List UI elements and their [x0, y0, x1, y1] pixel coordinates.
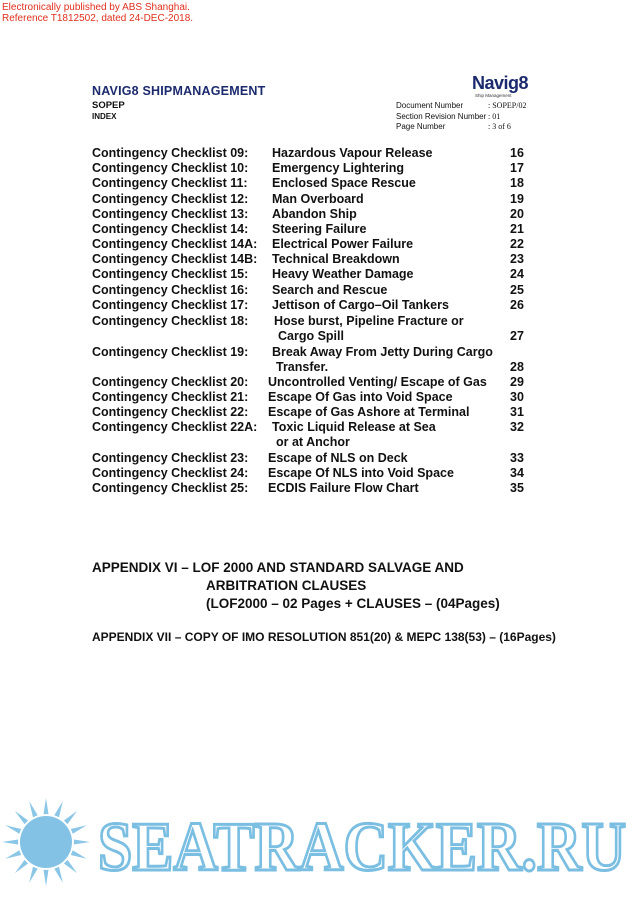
toc-title: Electrical Power Failure — [272, 237, 414, 251]
toc-title-continued: Transfer. — [276, 360, 329, 374]
toc-page-number: 18 — [510, 176, 524, 190]
toc-title: Escape Of Gas into Void Space — [268, 390, 453, 404]
sun-ray — [71, 825, 87, 834]
toc-label: Contingency Checklist 14: — [92, 222, 249, 236]
appendix-6-line2: ARBITRATION CLAUSES — [206, 578, 367, 593]
toc-page-number: 19 — [510, 192, 524, 206]
toc-page-number: 29 — [510, 375, 524, 389]
toc-label: Contingency Checklist 13: — [92, 207, 249, 221]
toc-page-number: 20 — [510, 207, 524, 221]
toc-page-number: 24 — [510, 267, 524, 281]
toc-page-number: 28 — [510, 360, 524, 374]
sun-ray — [64, 811, 77, 824]
toc-page-number: 32 — [510, 420, 524, 434]
toc-title: Man Overboard — [272, 192, 364, 206]
toc-label: Contingency Checklist 14A: — [92, 237, 258, 251]
sun-ray — [54, 867, 63, 883]
appendix-6 — [92, 559, 500, 611]
navig8-logo — [472, 73, 532, 99]
meta-revision-number: Section Revision Number : 01 — [396, 112, 501, 121]
sun-ray — [64, 860, 77, 873]
sun-ray — [74, 840, 90, 845]
toc-title: Break Away From Jetty During Cargo — [272, 345, 493, 359]
toc-label: Contingency Checklist 18: — [92, 314, 249, 328]
logo-subtitle: Ship Management — [475, 93, 512, 98]
toc-page-number: 21 — [510, 222, 524, 236]
sun-ray — [5, 825, 21, 834]
toc-title: Escape Of NLS into Void Space — [268, 466, 454, 480]
toc-title: Escape of NLS on Deck — [268, 451, 408, 465]
sun-ray — [71, 850, 87, 859]
toc-label: Contingency Checklist 15: — [92, 267, 249, 281]
toc-page-number: 17 — [510, 161, 524, 175]
toc-label: Contingency Checklist 12: — [92, 192, 249, 206]
sun-ray — [29, 801, 38, 817]
sun-ray — [15, 860, 28, 873]
toc-label: Contingency Checklist 22A: — [92, 420, 258, 434]
toc-title: Toxic Liquid Release at Sea — [272, 420, 436, 434]
toc-title: Abandon Ship — [272, 207, 357, 221]
toc-title: Hose burst, Pipeline Fracture or — [274, 314, 464, 328]
toc-page-number: 23 — [510, 252, 524, 266]
toc-title: Heavy Weather Damage — [272, 267, 414, 281]
toc-title: Hazardous Vapour Release — [272, 146, 433, 160]
publication-notice-line1: Electronically published by ABS Shanghai. — [2, 2, 190, 13]
sun-ray — [15, 811, 28, 824]
seatracker-watermark — [0, 790, 638, 902]
toc-title-continued: or at Anchor — [276, 435, 350, 449]
toc-label: Contingency Checklist 09: — [92, 146, 249, 160]
toc-title: Emergency Lightering — [272, 161, 404, 175]
appendix-7: APPENDIX VII – COPY OF IMO RESOLUTION 851(20) & MEPC 138(53) – (16Pages) — [92, 630, 556, 644]
toc-page-number: 27 — [510, 329, 524, 343]
toc-page-number: 26 — [510, 298, 524, 312]
toc-title: Search and Rescue — [272, 283, 388, 297]
toc-label: Contingency Checklist 19: — [92, 345, 249, 359]
toc-label: Contingency Checklist 10: — [92, 161, 249, 175]
toc-title: Technical Breakdown — [272, 252, 400, 266]
appendix-6-line3: (LOF2000 – 02 Pages + CLAUSES – (04Pages) — [206, 596, 500, 611]
toc-label: Contingency Checklist 11: — [92, 176, 248, 190]
toc-title: Enclosed Space Rescue — [272, 176, 416, 190]
toc-label: Contingency Checklist 20: — [92, 375, 249, 389]
toc-label: Contingency Checklist 23: — [92, 451, 249, 465]
sun-ray — [2, 840, 18, 845]
company-name: NAVIG8 SHIPMANAGEMENT — [92, 84, 266, 98]
sun-ray — [5, 850, 21, 859]
toc-label: Contingency Checklist 25: — [92, 481, 249, 495]
toc-title: Steering Failure — [272, 222, 367, 236]
toc-page-number: 31 — [510, 405, 524, 419]
toc-page-number: 30 — [510, 390, 524, 404]
toc-title: ECDIS Failure Flow Chart — [268, 481, 419, 495]
publication-notice-line2: Reference T1812502, dated 24-DEC-2018. — [2, 13, 194, 24]
toc-page-number: 22 — [510, 237, 524, 251]
toc-title: Escape of Gas Ashore at Terminal — [268, 405, 470, 419]
appendix-6-line1: APPENDIX VI – LOF 2000 AND STANDARD SALVAGE AND — [92, 560, 464, 575]
toc-page-number: 33 — [510, 451, 524, 465]
sun-ray — [54, 801, 63, 817]
sun-ray — [44, 870, 49, 886]
toc-title-continued: Cargo Spill — [278, 329, 344, 343]
sun-ray — [29, 867, 38, 883]
toc-label: Contingency Checklist 14B: — [92, 252, 258, 266]
section-name: INDEX — [92, 112, 117, 121]
toc-title: Jettison of Cargo–Oil Tankers — [272, 298, 449, 312]
toc-title: Uncontrolled Venting/ Escape of Gas — [268, 375, 487, 389]
toc-page-number: 35 — [510, 481, 524, 495]
meta-page-number: Page Number : 3 of 6 — [396, 122, 511, 131]
toc-label: Contingency Checklist 22: — [92, 405, 249, 419]
sun-burst-icon — [2, 798, 90, 886]
toc-page-number: 16 — [510, 146, 524, 160]
toc-page-number: 34 — [510, 466, 524, 480]
toc-page-number: 25 — [510, 283, 524, 297]
toc-label: Contingency Checklist 16: — [92, 283, 249, 297]
document-name: SOPEP — [92, 100, 125, 111]
toc-label: Contingency Checklist 21: — [92, 390, 249, 404]
toc-label: Contingency Checklist 17: — [92, 298, 249, 312]
sun-ray — [44, 798, 49, 814]
meta-document-number: Document Number : SOPEP/02 — [396, 101, 527, 110]
toc-label: Contingency Checklist 24: — [92, 466, 249, 480]
watermark-text: SEATRACKER.RU — [98, 809, 626, 886]
logo-wordmark: Navig8 — [472, 73, 529, 93]
